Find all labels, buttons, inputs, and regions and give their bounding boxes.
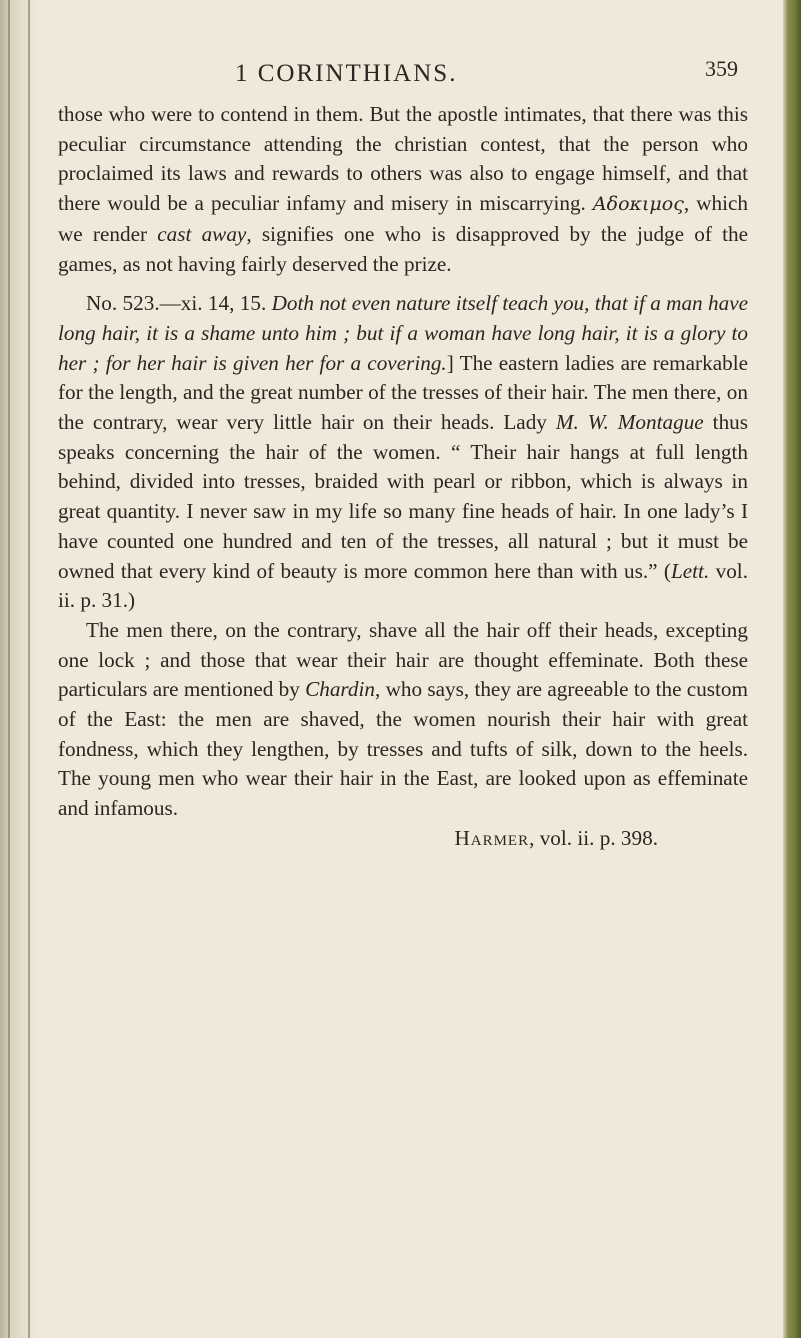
entry-523 bbox=[58, 289, 748, 616]
left-binding-edge bbox=[0, 0, 40, 1338]
source-title: Lett. bbox=[670, 558, 710, 583]
attribution-ref: , vol. ii. p. 398. bbox=[529, 825, 658, 850]
running-title: 1 CORINTHIANS. bbox=[235, 60, 458, 87]
text-run: ] bbox=[446, 350, 454, 375]
text-run: The men there, on the contrary, shave all the hair off their heads, excepting one lock ; and those that wear their hair are thought effeminate. Both these particulars are mentioned by bbox=[58, 617, 748, 702]
greek-word: Αδοκιμος bbox=[592, 193, 684, 216]
text-run: , which we render bbox=[58, 191, 748, 246]
binding-line bbox=[8, 0, 10, 1338]
right-book-edge bbox=[783, 0, 801, 1338]
text-run: , signifies one who is disapproved by the judge of the games, as not having fairly deserved the prize. bbox=[58, 221, 749, 276]
binding-line bbox=[28, 0, 30, 1338]
text-run: those who were to contend in them. But the apostle intimates, that there was this peculiar circumstance attending the christian contest, that the person who proclaimed its laws and rewards to others was also to engage himself, and that there would be a peculiar infamy and misery in miscarrying. bbox=[58, 102, 748, 216]
text-run: vol. ii. p. 31.) bbox=[58, 558, 748, 613]
running-head bbox=[58, 56, 748, 100]
book-page bbox=[58, 56, 749, 854]
text-run: thus speaks concerning the hair of the women. “ Their hair hangs at full length behind, divided into tresses, braided with pearl or ribbon, which is always in great quantity. I never saw in my life so many fine heads of hair. In one lady’s I have counted one hundred and ten of the tresses, all natural ; but it must be owned that every kind of beauty is more common here than with us.” ( bbox=[58, 410, 749, 583]
italic-term: cast away bbox=[157, 221, 247, 246]
author-name: M. W. Montague bbox=[555, 410, 704, 435]
text-run: The eastern ladies are remarkable for the length, and the great number of the tresses of their hair. The men there, on the contrary, wear very little hair on their heads. Lady bbox=[58, 350, 748, 435]
entry-number: No. 523.—xi. 14, 15. bbox=[86, 291, 272, 316]
attribution bbox=[58, 824, 748, 854]
paragraph bbox=[58, 616, 748, 824]
page-number: 359 bbox=[705, 56, 738, 81]
scripture-quote: Doth not even nature itself teach you, that if a man have long hair, it is a shame unto him ; but if a woman have long hair, it is a glory to her ; for her hair is given her for a covering. bbox=[58, 291, 748, 375]
text-run: , who says, they are agreeable to the custom of the East: the men are shaved, the women nourish their hair with great fondness, which they lengthen, by tresses and tufts of silk, down to the heels. The young men who wear their hair in the East, are looked upon as effeminate and infamous. bbox=[58, 677, 748, 821]
author-name: Chardin bbox=[305, 677, 375, 702]
attribution-author: Harmer bbox=[454, 825, 530, 850]
paragraph-continuation bbox=[58, 100, 748, 279]
